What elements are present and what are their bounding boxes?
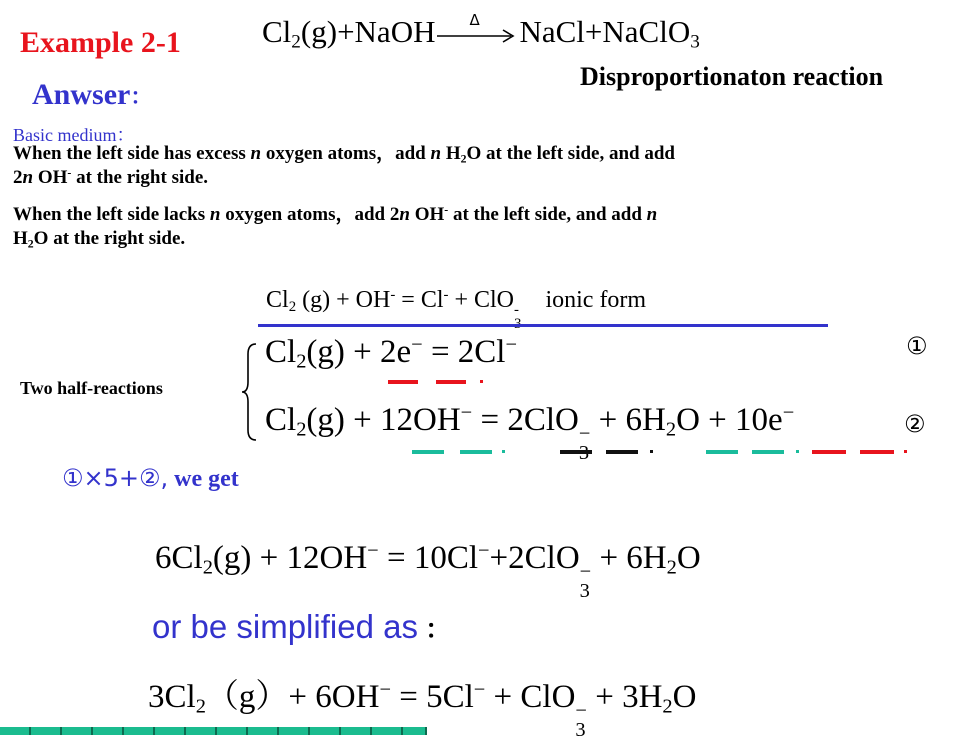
underline-dot (480, 380, 483, 383)
bar-segment (186, 727, 217, 735)
underline-dash (436, 380, 466, 384)
heat-symbol: Δ (469, 10, 480, 29)
underline-dash (606, 450, 638, 454)
half-reactions-label: Two half-reactions (20, 378, 163, 398)
medium-label: Basic medium： (13, 125, 135, 145)
underline-dot (904, 450, 907, 453)
combination-line (62, 464, 239, 493)
rule-excess-oxygen: When the left side has excess n oxygen atoms，add n $H_2O$ at the left side, and add 2n OH- at the right side. (13, 143, 675, 188)
bar-segment (372, 727, 403, 735)
ionic-equation: $Cl_2$ (g) + OH- = Cl- + ClO - ionic form (266, 286, 647, 319)
bar-segment (403, 727, 427, 735)
ionic-underline (258, 324, 828, 327)
underline-dash (706, 450, 738, 454)
underline-dash (860, 450, 894, 454)
underline-dash (412, 450, 444, 454)
underline-dash (812, 450, 846, 454)
bar-segment (279, 727, 310, 735)
heat-arrow (435, 10, 519, 45)
rule-lacking-oxygen: When the left side lacks n oxygen atoms，add 2n OH- at the left side, and add n $H_2O$ at the right side. (13, 203, 658, 251)
bar-segment (155, 727, 186, 735)
bar-segment (62, 727, 93, 735)
simplified-equation: $3Cl_2(g)+ 6OH^- = 5Cl^-$ + ClO − 3 + $3H_2O$ (148, 678, 697, 741)
bar-segment (0, 727, 31, 735)
electrons-term: 2e (380, 334, 412, 370)
brace-icon (240, 340, 260, 444)
half-reaction-2: $Cl_2(g) + 12OH^- = 2ClO$ − + $6H_2O + 10e^-$ (265, 401, 795, 445)
simplified-label: or be simplified as ： (152, 608, 452, 645)
plus-sign: + (584, 14, 603, 49)
answer-label: Anwser： (32, 78, 153, 111)
underline-dot (796, 450, 799, 453)
combined-equation: $6Cl_2(g) + 12OH^- = 10Cl^-+2ClO$ − 3 + $6H_2O$ (155, 539, 701, 603)
underline-dash (460, 450, 492, 454)
product-nacl: NaCl (519, 14, 585, 49)
combination-expression: ①×5+②, (62, 464, 169, 492)
we-get-text: we get (168, 466, 239, 492)
half-reaction-1: $Cl_2(g) + 2e^- = 2Cl^-$ (265, 333, 518, 373)
bar-segment (31, 727, 62, 735)
underline-dot (502, 450, 505, 453)
bar-segment (93, 727, 124, 735)
bar-segment (248, 727, 279, 735)
plus-sign: + (337, 14, 355, 49)
reaction-type: Disproportionaton reaction (580, 62, 884, 91)
example-title: Example 2-1 (20, 26, 181, 59)
bar-segment (341, 727, 372, 735)
bar-segment (217, 727, 248, 735)
bar-segment (310, 727, 341, 735)
reactant-naoh: NaOH (354, 14, 436, 49)
arrow-icon (435, 25, 519, 45)
underline-dot (650, 450, 653, 453)
underline-dash (388, 380, 418, 384)
header-equation (262, 10, 700, 53)
underline-dash (560, 450, 592, 454)
bar-segment (124, 727, 155, 735)
marker-1: ① (906, 332, 928, 360)
reactant-cl2: $Cl_2(g)$ (262, 14, 338, 53)
marker-2: ② (904, 410, 926, 438)
product-naclo3: NaClO$_3$ (602, 14, 700, 53)
ionic-form-label: ionic form (545, 287, 647, 313)
underline-dash (752, 450, 784, 454)
